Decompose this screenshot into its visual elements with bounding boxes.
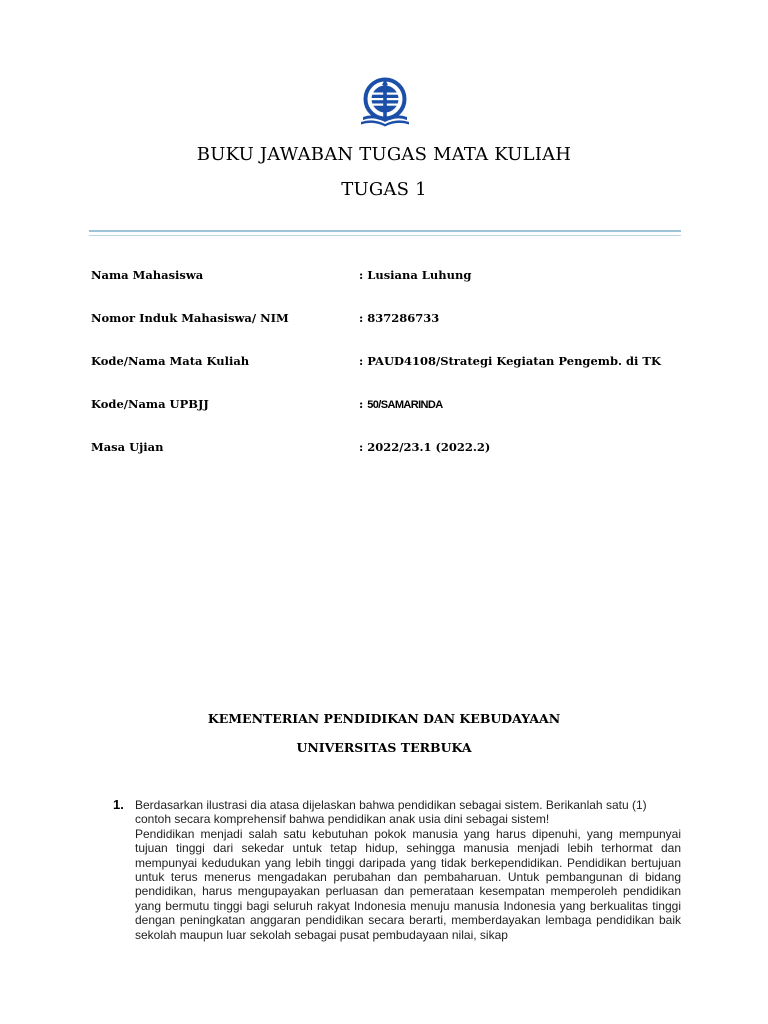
ministry-name: KEMENTERIAN PENDIDIKAN DAN KEBUDAYAAN [207,711,561,726]
info-label: Kode/Nama Mata Kuliah [91,354,250,368]
answer-text: Pendidikan menjadi salah satu kebutuhan pokok manusia yang harus dipenuhi, yang mempunyai tujuan tinggi dari sekedar untuk tetap hidup, sehingga manusia menjadi lebih terhormat dan mempunyai kedudukan yang lebih tinggi daripada yang tidak berkependidikan. Pendidikan bertujuan untuk terus menerus mengadakan perubahan dan pembaharuan. Untuk pembangunan di bidang pendidikan, harus mengupayakan perluasan dan pemerataan kesempatan memperoleh pendidikan yang bermutu tinggi bagi seluruh rakyat Indonesia menuju manusia Indonesia yang berkualitas tinggi dengan peningkatan anggaran pendidikan secara berarti, memberdayakan lembaga pendidikan baik sekolah maupun luar sekolah sebagai pusat pembudayaan nilai, sikap [135,826,681,942]
info-label: Masa Ujian [91,440,164,454]
question-prompt: Berdasarkan ilustrasi dia atasa dijelaskan bahwa pendidikan sebagai sistem. Berikanlah satu (1) contoh secara komprehensif bahwa pendidikan anak usia dini sebagai sistem! [135,798,647,827]
divider-line-thin [89,235,681,236]
info-row-course [91,354,691,372]
info-label: Nama Mahasiswa [91,268,204,282]
info-value: : PAUD4108/Strategi Kegiatan Pengemb. di TK [359,354,661,368]
info-value: : 2022/23.1 (2022.2) [359,440,491,454]
info-label: Kode/Nama UPBJJ [91,397,209,411]
document-subtitle: TUGAS 1 [341,179,427,200]
info-label: Nomor Induk Mahasiswa/ NIM [91,311,289,325]
university-logo [355,77,415,129]
info-row-name [91,268,691,286]
info-row-upbjj [91,397,691,415]
info-value: : 50/SAMARINDA [359,397,443,411]
info-row-exam-period [91,440,691,458]
divider-line [89,230,681,232]
info-value: : 837286733 [359,311,440,325]
university-name: UNIVERSITAS TERBUKA [296,740,472,755]
document-title: BUKU JAWABAN TUGAS MATA KULIAH [196,144,572,165]
info-row-nim [91,311,691,329]
question-number: 1. [113,797,124,812]
question-body [135,798,681,942]
info-value: : Lusiana Luhung [359,268,472,282]
